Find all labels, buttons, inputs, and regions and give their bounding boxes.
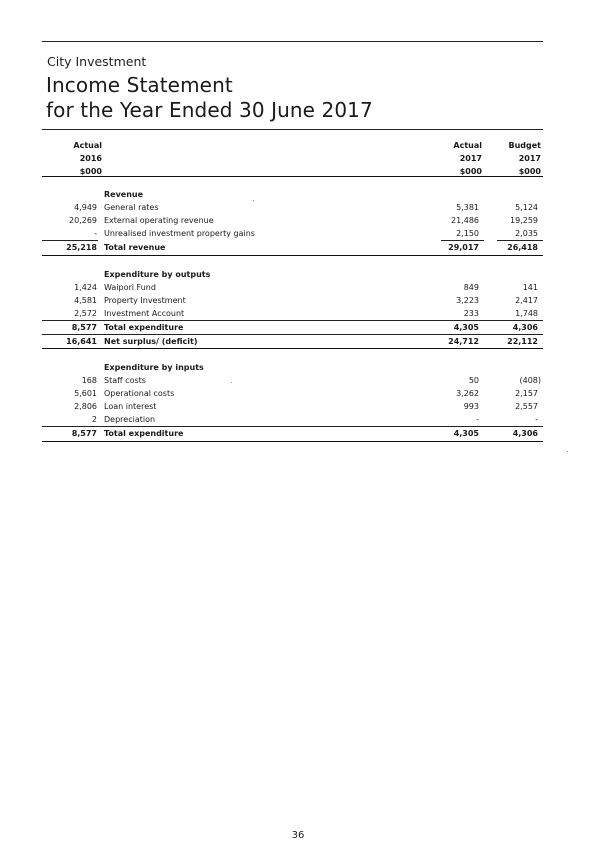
organisation-name: City Investment <box>47 54 147 69</box>
budget-2017-cell: 22,112 <box>507 337 538 346</box>
row-label: Net surplus/ (deficit) <box>104 337 198 346</box>
row-label: General rates <box>104 203 159 212</box>
header-bottom-rule <box>42 176 543 177</box>
page-title: Income Statement <box>46 73 233 97</box>
budget-2017-cell: 1,748 <box>515 309 538 318</box>
column-header-actual-2016: Actual 2016 $000 <box>73 141 102 176</box>
section-heading-inputs: Expenditure by inputs <box>104 363 204 372</box>
budget-2017-cell: 5,124 <box>515 203 538 212</box>
table-row <box>42 214 543 227</box>
row-label: Unrealised investment property gains <box>104 229 255 238</box>
header-top-rule <box>42 129 543 130</box>
actual-2017-cell: 4,305 <box>453 323 479 332</box>
net-rule <box>42 348 543 349</box>
budget-2017-cell: 19,259 <box>510 216 538 225</box>
scan-speck <box>567 451 568 452</box>
actual-2016-cell: 8,577 <box>71 429 97 438</box>
actual-2017-cell: 993 <box>463 402 479 411</box>
actual-2016-cell: - <box>94 229 97 238</box>
table-row <box>42 307 543 320</box>
row-label: Property Investment <box>104 296 186 305</box>
actual-2016-cell: 2 <box>91 415 97 424</box>
column-header-actual-2017: Actual 2017 $000 <box>453 141 482 176</box>
final-rule <box>42 441 543 442</box>
column-header-budget-2017: Budget 2017 $000 <box>508 141 541 176</box>
row-label: Total expenditure <box>104 323 184 332</box>
actual-2017-cell: 2,150 <box>456 229 479 238</box>
actual-2016-cell: 5,601 <box>74 389 97 398</box>
budget-2017-cell: 4,306 <box>512 323 538 332</box>
row-label: Total revenue <box>104 243 166 252</box>
section-heading-outputs: Expenditure by outputs <box>104 270 211 279</box>
actual-2017-cell: - <box>476 415 479 424</box>
actual-2017-cell: 3,223 <box>456 296 479 305</box>
row-label: Staff costs <box>104 376 146 385</box>
actual-2016-cell: 20,269 <box>69 216 97 225</box>
actual-2016-cell: 8,577 <box>71 323 97 332</box>
actual-2017-cell: 849 <box>463 283 479 292</box>
row-label: Depreciation <box>104 415 156 424</box>
row-label: Total expenditure <box>104 429 184 438</box>
scan-speck <box>231 382 232 383</box>
budget-2017-cell: - <box>535 415 538 424</box>
actual-2017-cell: 3,262 <box>456 389 479 398</box>
table-row <box>42 413 543 426</box>
budget-2017-cell: 2,417 <box>515 296 538 305</box>
page-subtitle: for the Year Ended 30 June 2017 <box>46 98 373 122</box>
row-label: Waipori Fund <box>104 283 156 292</box>
table-row <box>42 400 543 413</box>
actual-2017-cell: 24,712 <box>448 337 479 346</box>
budget-2017-cell: 2,157 <box>515 389 538 398</box>
actual-2017-cell: 21,486 <box>451 216 479 225</box>
actual-2016-cell: 4,581 <box>74 296 97 305</box>
total-expenditure-inputs-row <box>42 427 543 440</box>
budget-2017-cell: 2,035 <box>515 229 538 238</box>
actual-2016-cell: 2,806 <box>74 402 97 411</box>
total-expenditure-row <box>42 321 543 334</box>
table-row <box>42 294 543 307</box>
total-rule <box>42 255 543 256</box>
row-label: Loan interest <box>104 402 157 411</box>
actual-2017-cell: 233 <box>463 309 479 318</box>
actual-2017-cell: 5,381 <box>456 203 479 212</box>
actual-2016-cell: 2,572 <box>74 309 97 318</box>
total-revenue-row <box>42 241 543 254</box>
budget-2017-cell: (408) <box>519 376 541 385</box>
actual-2016-cell: 4,949 <box>74 203 97 212</box>
table-row <box>42 374 543 387</box>
budget-2017-cell: 2,557 <box>515 402 538 411</box>
actual-2016-cell: 25,218 <box>66 243 97 252</box>
row-label: Operational costs <box>104 389 175 398</box>
actual-2016-cell: 16,641 <box>66 337 97 346</box>
table-row <box>42 387 543 400</box>
net-surplus-row <box>42 335 543 348</box>
table-row <box>42 227 543 240</box>
budget-2017-cell: 4,306 <box>512 429 538 438</box>
row-label: Investment Account <box>104 309 185 318</box>
table-row <box>42 281 543 294</box>
top-rule <box>42 41 543 42</box>
actual-2016-cell: 1,424 <box>74 283 97 292</box>
actual-2016-cell: 168 <box>81 376 97 385</box>
budget-2017-cell: 141 <box>522 283 538 292</box>
table-row <box>42 201 543 214</box>
actual-2017-cell: 50 <box>468 376 479 385</box>
budget-2017-cell: 26,418 <box>507 243 538 252</box>
actual-2017-cell: 29,017 <box>448 243 479 252</box>
scan-speck <box>253 200 254 201</box>
row-label: External operating revenue <box>104 216 214 225</box>
section-heading-revenue: Revenue <box>104 190 144 199</box>
page-number: 36 <box>291 830 305 841</box>
actual-2017-cell: 4,305 <box>453 429 479 438</box>
